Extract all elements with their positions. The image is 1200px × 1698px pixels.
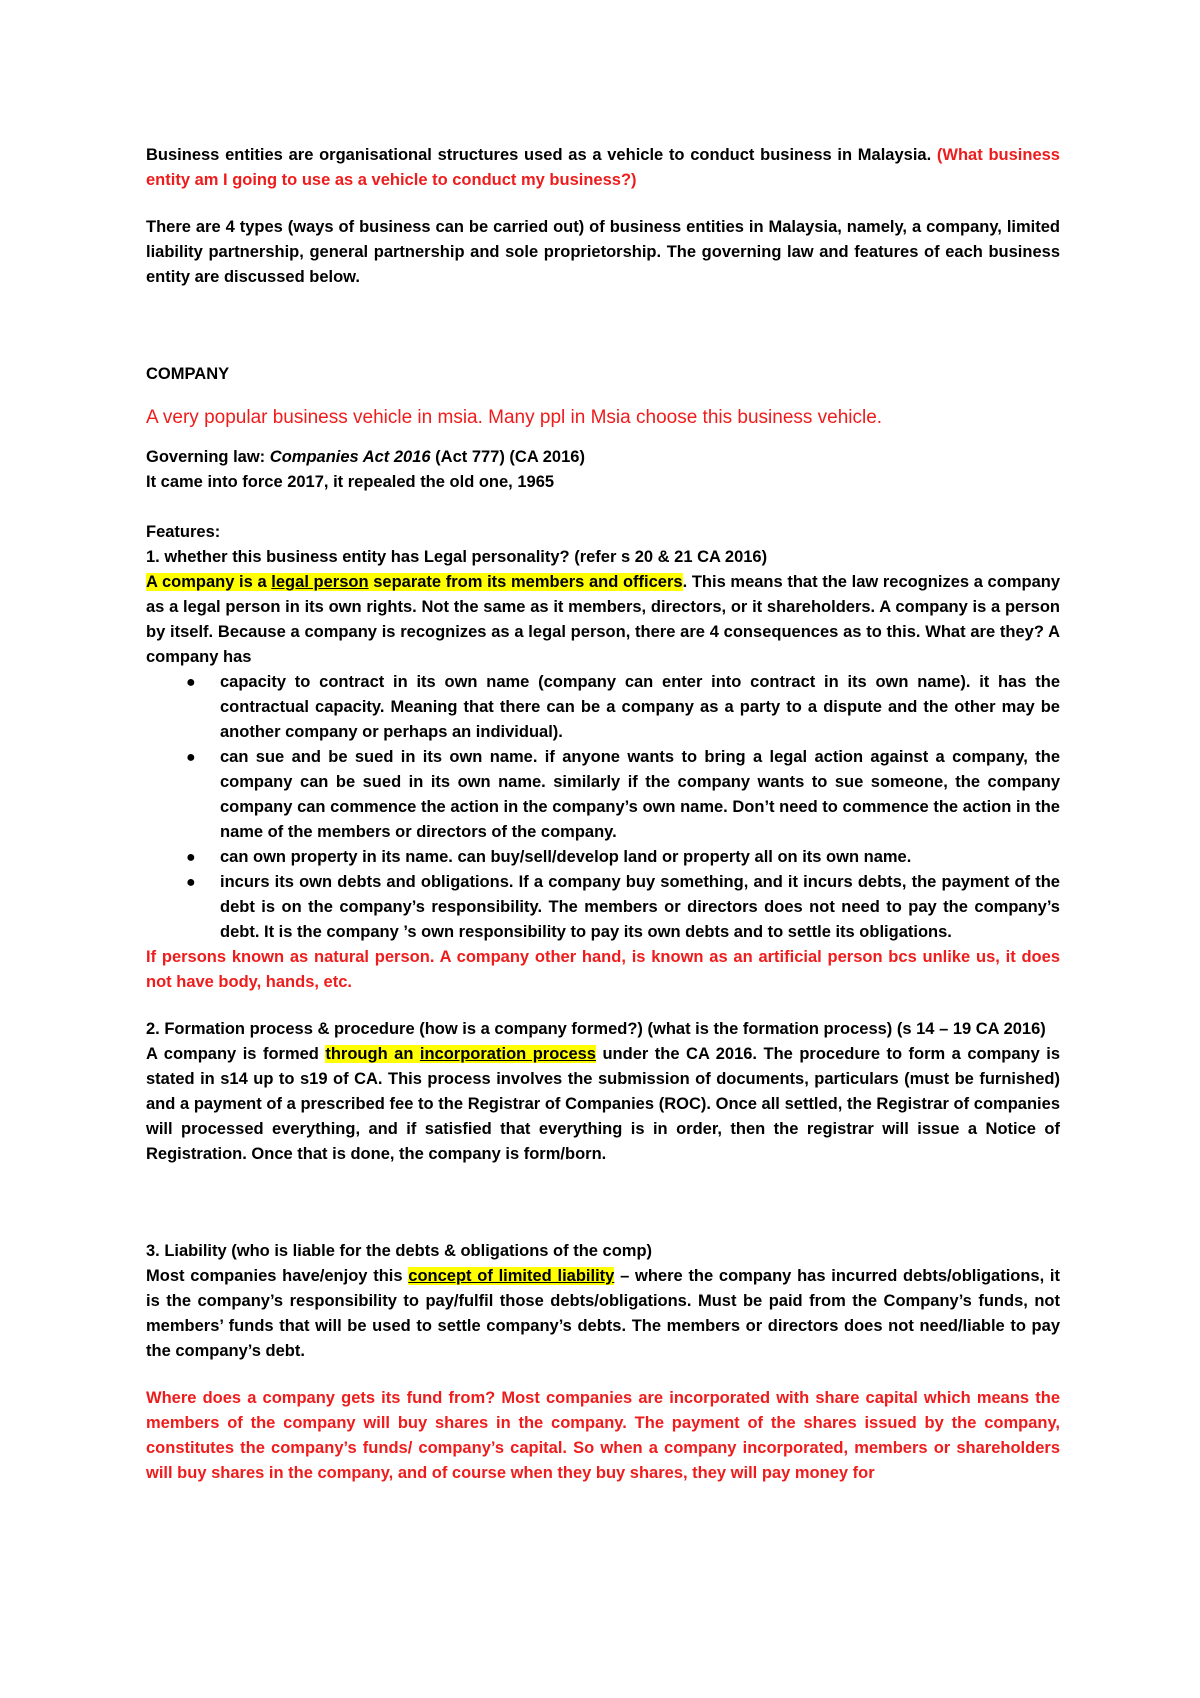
feature-1-paragraph — [146, 570, 1060, 670]
feature-2-heading: 2. Formation process & procedure (how is a company formed?) (what is the formation process) (s 14 – 19 CA 2016) — [146, 1020, 1046, 1038]
intro-text: Business entities are organisational structures used as a vehicle to conduct business in Malaysia. — [146, 146, 937, 164]
list-item — [146, 670, 1060, 745]
list-item — [146, 845, 1060, 870]
bullet-icon: ● — [186, 674, 196, 691]
highlight-underlined: incorporation process — [419, 1045, 596, 1063]
feature-1-heading: 1. whether this business entity has Legal personality? (refer s 20 & 21 CA 2016) — [146, 548, 768, 566]
bullet-icon: ● — [186, 749, 196, 766]
governing-law — [146, 445, 1060, 470]
list-item-text: can own property in its name. can buy/sell/develop land or property all on its own name. — [220, 848, 912, 866]
feature-2-paragraph — [146, 1042, 1060, 1167]
list-item-text: incurs its own debts and obligations. If a company buy something, and it incurs debts, the payment of the debt is on the company’s responsibility. The members or directors does not need to pay the company’s debt. It is the company ’s own responsibility to pay its own debts and to settle its obligations. — [220, 873, 1060, 941]
intro-paragraph — [146, 143, 1060, 193]
types-paragraph: There are 4 types (ways of business can be carried out) of business entities in Malaysia, namely, a company, limited liability partnership, general partnership and sole proprietorship. The governing law and features of each business entity are discussed below. — [146, 218, 1060, 286]
feature-3-text: – where the company has incurred debts/obligations, it is the company’s responsibility to pay/fulfil those debts/obligations. Must be paid from the Company’s funds, not members’ funds that will be used to settle company’s debts. The members or directors does not need/liable to pay the company’s debt. — [146, 1267, 1061, 1360]
bullet-icon: ● — [186, 874, 196, 891]
feature-3-text: Most companies have/enjoy this — [146, 1267, 409, 1285]
governing-law-act: Companies Act 2016 — [269, 448, 431, 466]
natural-person-note: If persons known as natural person. A company other hand, is known as an artificial person bcs unlike us, it does not have body, hands, etc. — [146, 948, 1060, 991]
highlight-underlined: legal person — [271, 573, 369, 591]
company-heading: COMPANY — [146, 365, 230, 383]
highlight-limited-liability: concept of limited liability — [408, 1267, 615, 1285]
force-note: It came into force 2017, it repealed the old one, 1965 — [146, 473, 555, 491]
bullet-icon: ● — [186, 849, 196, 866]
consequences-list — [146, 670, 1060, 945]
intro-red-question: (What business entity am I going to use as a vehicle to conduct my business?) — [146, 146, 1060, 189]
feature-2-text: A company is formed — [146, 1045, 326, 1063]
list-item-text: can sue and be sued in its own name. if anyone wants to bring a legal action against a company, the company can be sued in its own name. similarly if the company wants to sue someone, the company company can commence the action in the company’s own name. Don’t need to commence the action in the name of the members or directors of the company. — [220, 748, 1060, 841]
highlight-text: separate from its members and officers — [368, 573, 683, 591]
governing-law-label: Governing law: — [146, 448, 270, 466]
list-item — [146, 745, 1060, 845]
highlight-incorporation — [325, 1045, 596, 1063]
feature-3-paragraph — [146, 1264, 1060, 1364]
feature-2-text: under the CA 2016. The procedure to form a company is stated in s14 up to s19 of CA. This process involves the submission of documents, particulars (must be furnished) and a payment of a prescribed fee to the Registrar of Companies (ROC). Once all settled, the Registrar of companies will processed everything, and if satisfied that everything is in order, then the registrar will issue a Notice of Registration. Once that is done, the company is form/born. — [146, 1045, 1061, 1163]
share-capital-note: Where does a company gets its fund from? Most companies are incorporated with share capital which means the members of the company will buy shares in the company. The payment of the shares issued by the company, constitutes the company’s funds/ company’s capital. So when a company incorporated, members or shareholders will buy shares in the company, and of course when they buy shares, they will pay money for — [146, 1389, 1060, 1482]
list-item — [146, 870, 1060, 945]
highlight-legal-person — [146, 573, 683, 591]
governing-law-ref: (Act 777) (CA 2016) — [430, 448, 585, 466]
document-body — [146, 143, 1060, 1486]
feature-3-heading: 3. Liability (who is liable for the debts & obligations of the comp) — [146, 1242, 653, 1260]
feature-1-text: . This means that the law recognizes a company as a legal person in its own rights. Not the same as it members, directors, or it shareholders. A company is a person by itself. Because a company is recognizes as a legal person, there are 4 consequences as to this. What are they? A company has — [146, 573, 1060, 666]
popular-note: A very popular business vehicle in msia. Many ppl in Msia choose this business vehicle. — [146, 407, 883, 428]
highlight-text: through an — [325, 1045, 420, 1063]
features-label: Features: — [146, 523, 221, 541]
list-item-text: capacity to contract in its own name (company can enter into contract in its own name). it has the contractual capacity. Meaning that there can be a company as a party to a dispute and the other may be another company or perhaps an individual). — [220, 673, 1060, 741]
highlight-text: A company is a — [146, 573, 272, 591]
